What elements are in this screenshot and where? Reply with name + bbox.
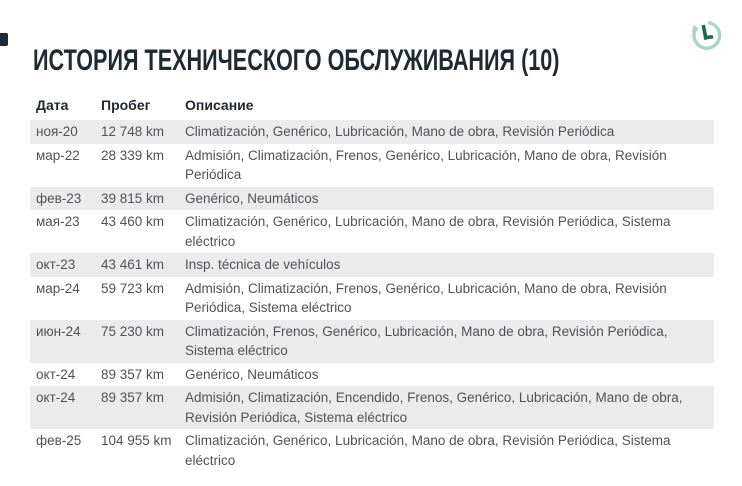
table-header-row	[30, 94, 714, 120]
cell-date: мар-24	[36, 280, 80, 296]
table-row	[30, 277, 714, 320]
column-header-date: Дата	[36, 97, 69, 113]
cell-description: Climatización, Genérico, Lubricación, Mano de obra, Revisión Periódica, Sistema eléctrico	[185, 214, 671, 249]
cell-description: Admisión, Climatización, Frenos, Genérico, Lubricación, Mano de obra, Revisión Periódica	[185, 147, 667, 182]
column-header-mileage: Пробег	[101, 97, 151, 113]
cell-description: Admisión, Climatización, Frenos, Genérico, Lubricación, Mano de obra, Revisión Periódica, Sistema eléctrico	[185, 280, 667, 315]
cell-date: ноя-20	[36, 124, 78, 139]
cell-date: фев-25	[36, 433, 82, 448]
cell-date: окт-24	[36, 390, 76, 405]
cell-mileage: 12 748 km	[101, 124, 165, 139]
cropped-logo-fragment	[0, 33, 8, 46]
cell-description: Climatización, Frenos, Genérico, Lubricación, Mano de obra, Revisión Periódica, Sistema eléctrico	[185, 323, 668, 358]
table-row	[30, 320, 714, 363]
cell-mileage: 43 461 km	[101, 257, 165, 272]
maintenance-history-table	[30, 94, 714, 472]
cell-mileage: 59 723 km	[101, 280, 165, 296]
cell-mileage: 39 815 km	[101, 190, 165, 206]
cell-description: Genérico, Neumáticos	[185, 190, 319, 206]
cell-mileage: 104 955 km	[101, 433, 172, 448]
table-row	[30, 187, 714, 211]
cell-date: мая-23	[36, 214, 80, 229]
table-row	[30, 253, 714, 277]
cell-mileage: 28 339 km	[101, 147, 165, 163]
cell-date: мар-22	[36, 147, 80, 163]
cell-description: Climatización, Genérico, Lubricación, Mano de obra, Revisión Periódica	[185, 124, 615, 139]
history-button[interactable]	[687, 16, 725, 56]
table-row	[30, 210, 714, 253]
cell-date: окт-24	[36, 366, 76, 382]
table-row	[30, 386, 714, 429]
cell-date: фев-23	[36, 190, 82, 206]
table-row	[30, 144, 714, 187]
cell-date: июн-24	[36, 323, 81, 339]
table-row	[30, 120, 714, 144]
cell-description: Genérico, Neumáticos	[185, 366, 319, 382]
table-row	[30, 363, 714, 387]
cell-mileage: 43 460 km	[101, 214, 165, 229]
cell-mileage: 89 357 km	[101, 366, 165, 382]
table-row	[30, 429, 714, 472]
cell-description: Insp. técnica de vehículos	[185, 257, 341, 272]
table-body	[30, 120, 714, 472]
history-icon	[687, 44, 725, 59]
column-header-description: Описание	[185, 97, 254, 113]
cell-description: Climatización, Genérico, Lubricación, Mano de obra, Revisión Periódica, Sistema eléctrico	[185, 433, 671, 468]
cell-mileage: 89 357 km	[101, 390, 165, 405]
page-title: ИСТОРИЯ ТЕХНИЧЕСКОГО ОБСЛУЖИВАНИЯ (10)	[33, 44, 560, 78]
cell-mileage: 75 230 km	[101, 323, 165, 339]
cell-description: Admisión, Climatización, Encendido, Frenos, Genérico, Lubricación, Mano de obra, Revisión Periódica, Sistema eléctrico	[185, 390, 683, 425]
cell-date: окт-23	[36, 257, 76, 272]
